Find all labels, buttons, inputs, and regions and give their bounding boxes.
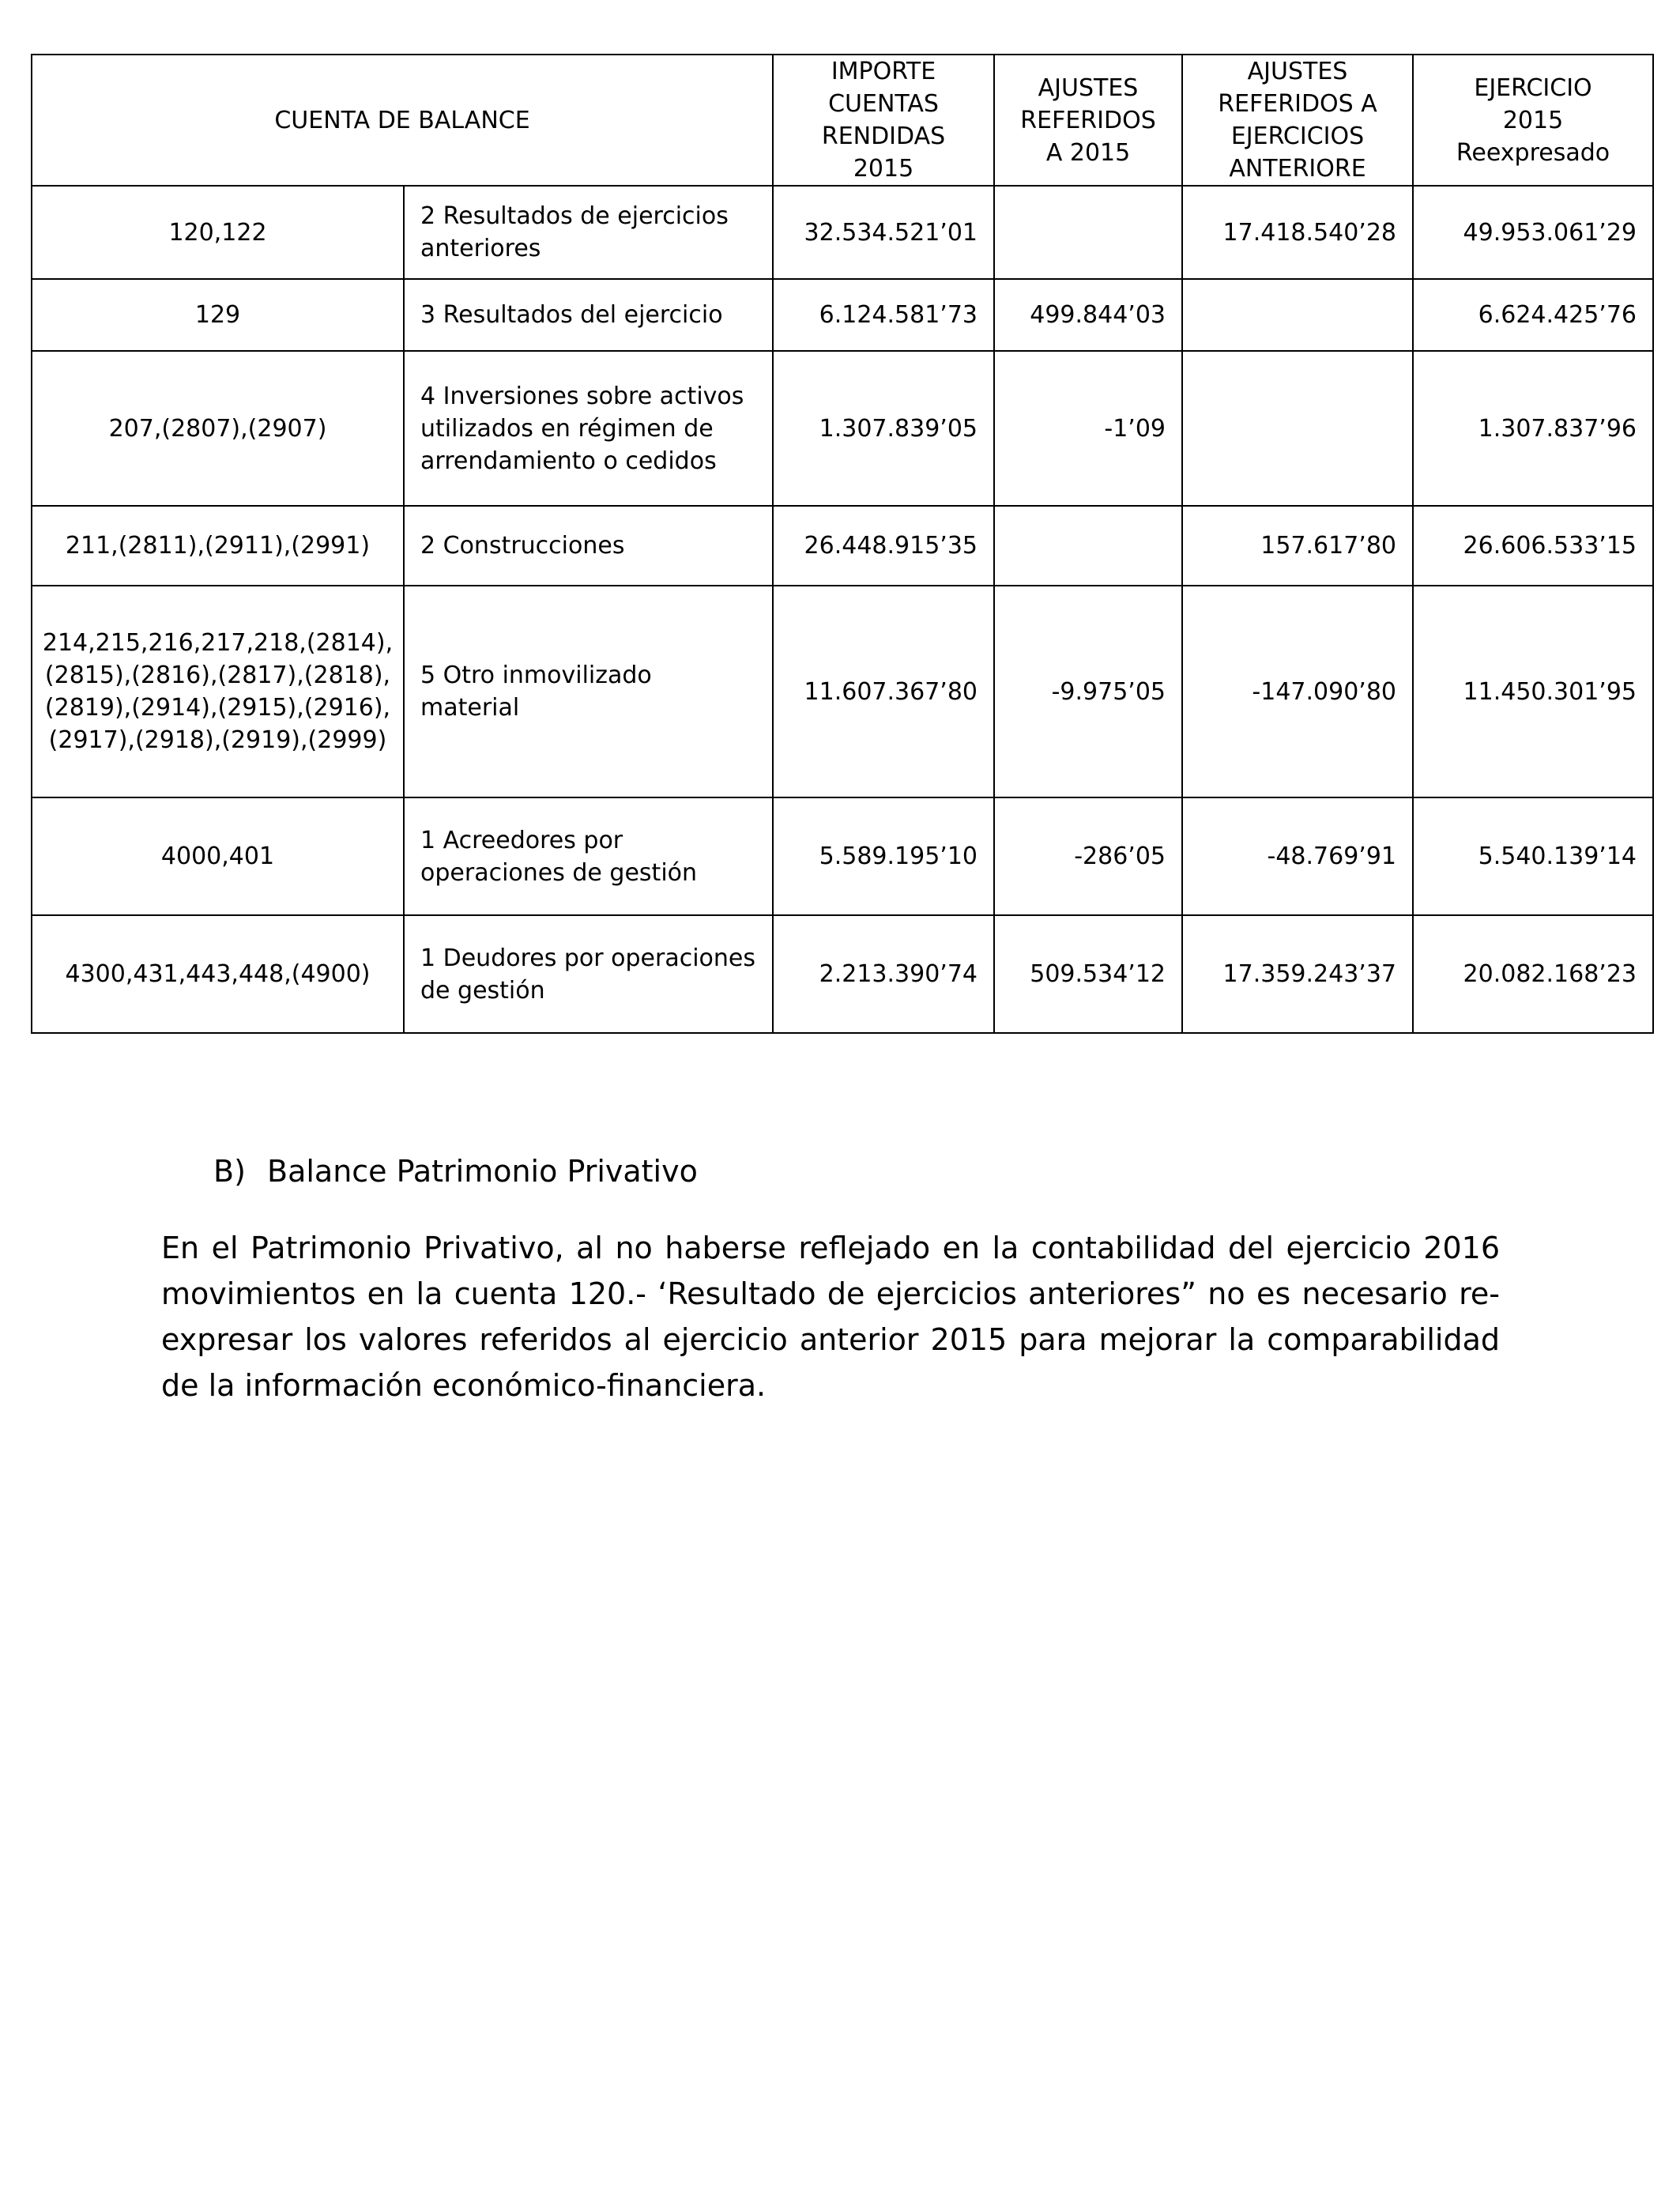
table-row <box>32 279 1653 351</box>
ajustes-2015-value <box>994 186 1182 279</box>
ajustes-anteriores-value: 17.418.540’28 <box>1182 186 1413 279</box>
section-paragraph: En el Patrimonio Privativo, al no haberse reflejado en la contabilidad del ejercicio 2016 movimientos en la cuenta 120.- ‘Resultado de ejercicios anteriores” no es necesario re-expresar los valores referidos al ejercicio anterior 2015 para mejorar la comparabilidad de la información económico-financiera. <box>161 1231 1500 1403</box>
importe-value: 5.589.195’10 <box>773 797 994 915</box>
section-marker: B) <box>213 1154 246 1189</box>
ajustes-anteriores-value: -48.769’91 <box>1182 797 1413 915</box>
ajustes-anteriores-value <box>1182 351 1413 506</box>
table-row <box>32 797 1653 915</box>
section-heading <box>213 1154 698 1189</box>
ejercicio-value: 49.953.061’29 <box>1413 186 1653 279</box>
table-header-row <box>32 55 1653 186</box>
header-cuenta-de-balance: CUENTA DE BALANCE <box>32 55 773 186</box>
account-description: 1 Acreedores por operaciones de gestión <box>404 797 773 915</box>
balance-table <box>31 54 1654 1034</box>
ejercicio-value: 1.307.837’96 <box>1413 351 1653 506</box>
account-description: 4 Inversiones sobre activos utilizados en régimen de arrendamiento o cedidos <box>404 351 773 506</box>
table-row <box>32 586 1653 797</box>
account-description: 5 Otro inmovilizado material <box>404 586 773 797</box>
header-ajustes-2015: AJUSTES REFERIDOS A 2015 <box>994 55 1182 186</box>
header-ajustes-anteriores: AJUSTES REFERIDOS A EJERCICIOS ANTERIORE <box>1182 55 1413 186</box>
section-heading-text: Balance Patrimonio Privativo <box>267 1154 698 1189</box>
account-code: 214,215,216,217,218,(2814),(2815),(2816),(2817),(2818),(2819),(2914),(2915),(2916),(2917),(2918),(2919),(2999) <box>32 586 404 797</box>
account-description: 2 Resultados de ejercicios anteriores <box>404 186 773 279</box>
ajustes-2015-value: -286’05 <box>994 797 1182 915</box>
header-ejercicio-reexpresado: EJERCICIO 2015 Reexpresado <box>1413 55 1653 186</box>
ajustes-2015-value: -1’09 <box>994 351 1182 506</box>
importe-value: 32.534.521’01 <box>773 186 994 279</box>
account-description: 2 Construcciones <box>404 506 773 586</box>
ajustes-anteriores-value: 17.359.243’37 <box>1182 915 1413 1033</box>
account-code: 207,(2807),(2907) <box>32 351 404 506</box>
account-code: 4000,401 <box>32 797 404 915</box>
account-code: 211,(2811),(2911),(2991) <box>32 506 404 586</box>
header-importe: IMPORTE CUENTAS RENDIDAS 2015 <box>773 55 994 186</box>
importe-value: 11.607.367’80 <box>773 586 994 797</box>
ajustes-2015-value: -9.975’05 <box>994 586 1182 797</box>
ajustes-anteriores-value: -147.090’80 <box>1182 586 1413 797</box>
importe-value: 26.448.915’35 <box>773 506 994 586</box>
table-row <box>32 351 1653 506</box>
account-code: 4300,431,443,448,(4900) <box>32 915 404 1033</box>
ejercicio-value: 6.624.425’76 <box>1413 279 1653 351</box>
ejercicio-value: 5.540.139’14 <box>1413 797 1653 915</box>
account-code: 120,122 <box>32 186 404 279</box>
ejercicio-value: 11.450.301’95 <box>1413 586 1653 797</box>
ejercicio-value: 26.606.533’15 <box>1413 506 1653 586</box>
ajustes-2015-value: 499.844’03 <box>994 279 1182 351</box>
account-code: 129 <box>32 279 404 351</box>
account-description: 1 Deudores por operaciones de gestión <box>404 915 773 1033</box>
ajustes-2015-value <box>994 506 1182 586</box>
ajustes-anteriores-value: 157.617’80 <box>1182 506 1413 586</box>
table-row <box>32 915 1653 1033</box>
ajustes-2015-value: 509.534’12 <box>994 915 1182 1033</box>
table-row <box>32 506 1653 586</box>
importe-value: 2.213.390’74 <box>773 915 994 1033</box>
importe-value: 6.124.581’73 <box>773 279 994 351</box>
ajustes-anteriores-value <box>1182 279 1413 351</box>
importe-value: 1.307.839’05 <box>773 351 994 506</box>
account-description: 3 Resultados del ejercicio <box>404 279 773 351</box>
table-row <box>32 186 1653 279</box>
ejercicio-value: 20.082.168’23 <box>1413 915 1653 1033</box>
